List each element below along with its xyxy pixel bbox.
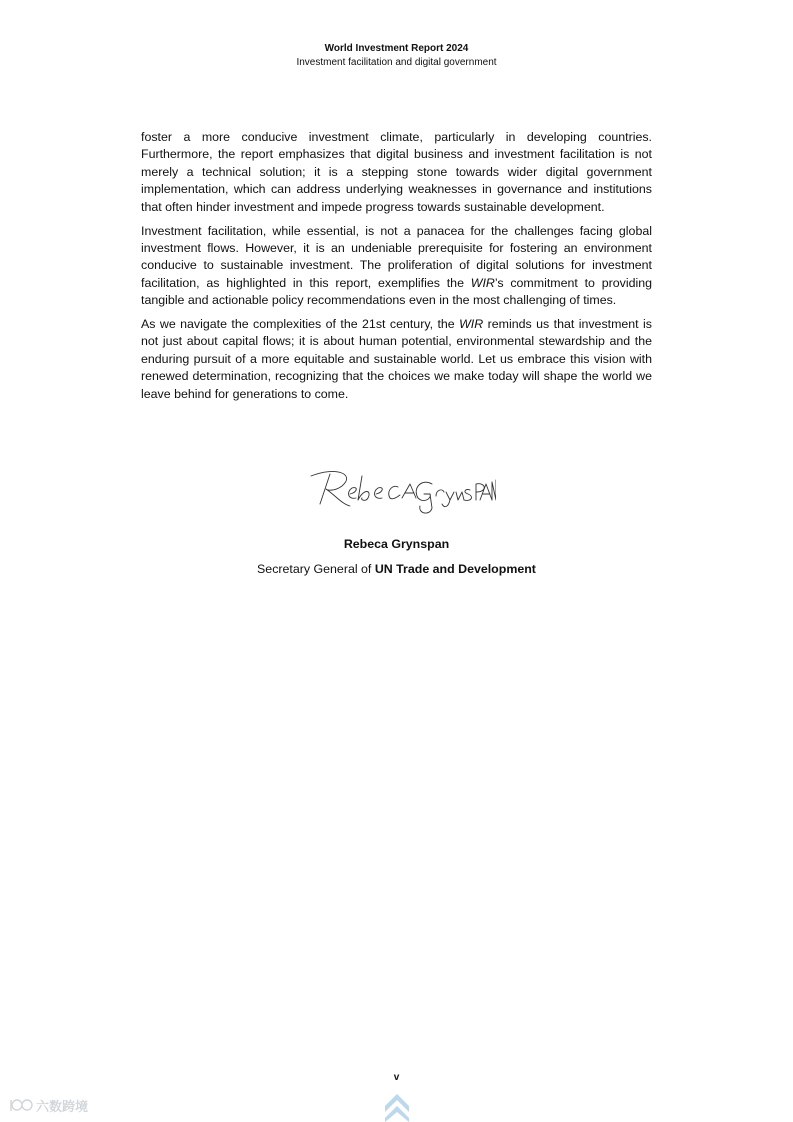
svg-text:六数跨境: 六数跨境 [36, 1100, 89, 1115]
signer-name: Rebeca Grynspan [343, 537, 450, 551]
italic-run: WIR [459, 317, 484, 332]
text-run: ’s commitment to providing tangible and actionable policy recommendations even in the most challenging of times. [141, 275, 652, 308]
handwritten-signature [306, 462, 496, 518]
watermark-logo [8, 1095, 108, 1117]
italic-run: WIR [470, 275, 495, 290]
signer-organization: UN Trade and Development [374, 562, 536, 576]
paragraph [141, 129, 652, 216]
paragraph [141, 223, 652, 310]
report-subtitle: Investment facilitation and digital government [296, 57, 497, 68]
text-run: Investment facilitation, while essential, is not a panacea for the challenges facing global investment flows. However, it is an undeniable prerequisite for fostering an environment conducive to sustainable investment. The proliferation of digital solutions for investment facilitation, as highlighted in this report, exemplifies the [141, 223, 652, 290]
signer-title [0, 562, 793, 576]
body-text [141, 129, 652, 410]
text-run: foster a more conducive investment climate, particularly in developing countries. Furthermore, the report emphasizes that digital business and investment facilitation is not merely a technical solution; it is a stepping stone towards wider digital government implementation, which can address underlying weaknesses in governance and institutions that often hinder investment and impede progress towards sustainable development. [141, 130, 652, 214]
text-run: As we navigate the complexities of the 21st century, the [141, 317, 460, 332]
paragraph [141, 316, 652, 403]
double-chevron-up-icon [383, 1090, 411, 1122]
signer-title-prefix: Secretary General of [257, 562, 375, 576]
page-number: v [393, 1072, 400, 1083]
page-header [0, 42, 793, 70]
text-run: reminds us that investment is not just about capital flows; it is about human potential, environmental stewardship and the enduring pursuit of a more equitable and sustainable world. Let us embrace this vision with renewed determination, recognizing that the choices we make today will shape the world we leave behind for generations to come. [141, 317, 652, 401]
report-title: World Investment Report 2024 [324, 43, 469, 54]
